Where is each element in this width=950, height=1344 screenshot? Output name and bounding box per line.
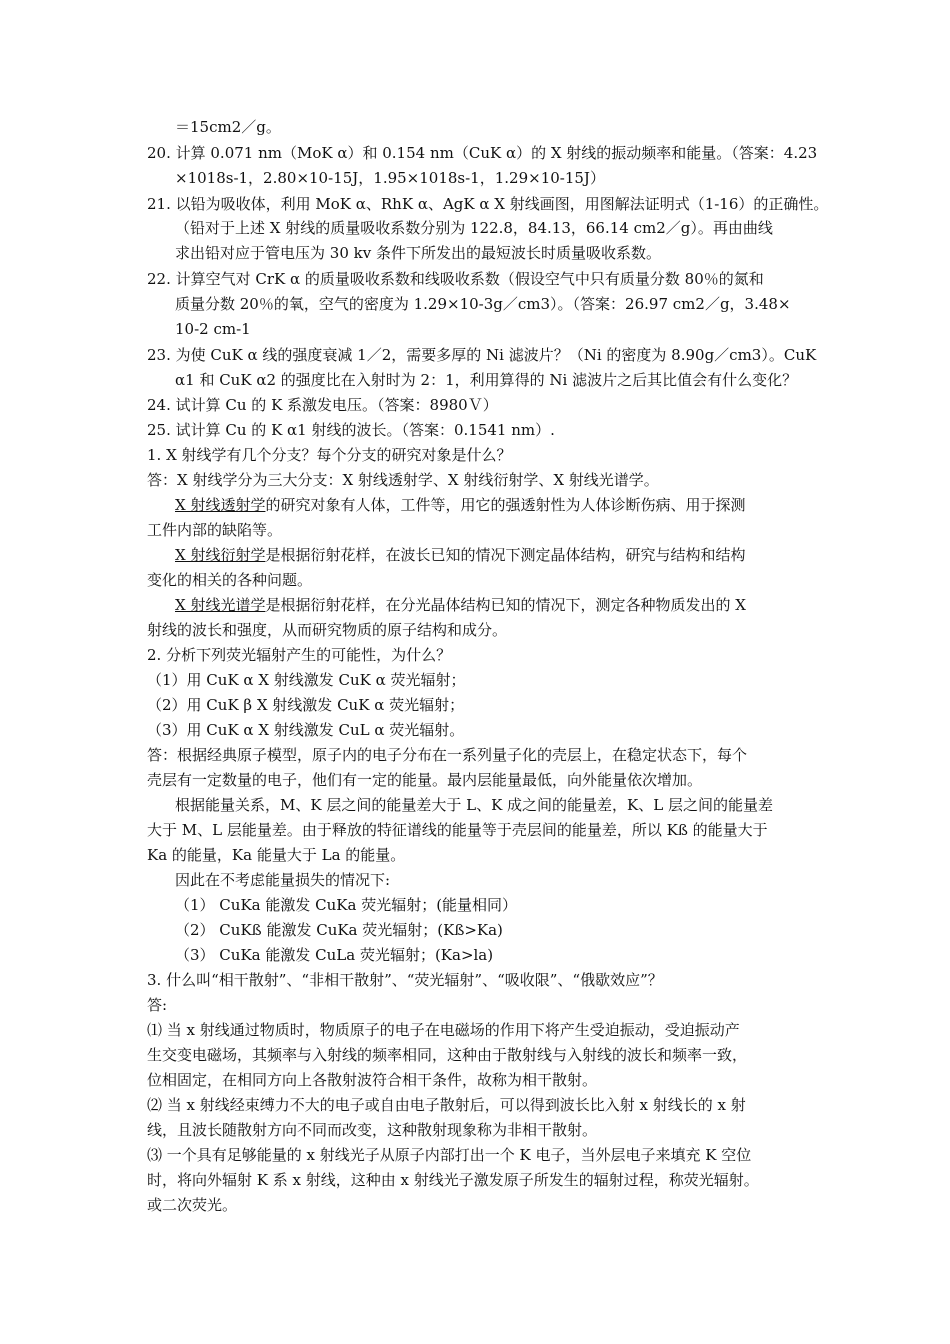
text-line: 变化的相关的各种问题。 (147, 571, 313, 589)
text-line: ＝15cm2／g。 (175, 118, 281, 136)
text-line: （铅对于上述 X 射线的质量吸收系数分别为 122.8，84.13，66.14 cm2／g）。再由曲线 (175, 219, 773, 237)
question-3: 3. 什么叫“相干散射”、“非相干散射”、“荧光辐射”、“吸收限”、“俄歇效应”？ (147, 971, 663, 989)
question-1: 1. X 射线学有几个分支？每个分支的研究对象是什么？ (147, 446, 512, 464)
text-line: 大于 M、L 层能量差。由于释放的特征谱线的能量等于壳层间的能量差，所以 Kß 的能量大于 (147, 821, 768, 839)
term-underlined: X 射线透射学 (175, 496, 266, 514)
question-25: 25. 试计算 Cu 的 K α1 射线的波长。（答案：0.1541 nm）. (147, 421, 555, 439)
text-line: 位相固定，在相同方向上各散射波符合相干条件，故称为相干散射。 (147, 1071, 598, 1089)
text-line: 因此在不考虑能量损失的情况下: (175, 871, 391, 889)
text-line: 10-2 cm-1 (175, 320, 251, 338)
answer-1: 答：X 射线学分为三大分支：X 射线透射学、X 射线衍射学、X 射线光谱学。 (147, 471, 659, 489)
list-item: （3） CuKa 能激发 CuLa 荧光辐射；(Ka>la) (175, 946, 494, 964)
list-item: （1）用 CuK α X 射线激发 CuK α 荧光辐射； (147, 671, 466, 689)
text-line: ⑵ 当 x 射线经束缚力不大的电子或自由电子散射后，可以得到波长比入射 x 射线长的 x 射 (147, 1096, 746, 1114)
list-item: （2）用 CuK β X 射线激发 CuK α 荧光辐射； (147, 696, 465, 714)
text-line: X 射线透射学的研究对象有人体，工件等，用它的强透射性为人体诊断伤病、用于探测 (175, 496, 746, 514)
text-line: 壳层有一定数量的电子，他们有一定的能量。最内层能量最低，向外能量依次增加。 (147, 771, 703, 789)
question-2: 2. 分析下列荧光辐射产生的可能性，为什么？ (147, 646, 452, 664)
text-line: 时，将向外辐射 K 系 x 射线，这种由 x 射线光子激发原子所发生的辐射过程，称荧光辐射。 (147, 1171, 759, 1189)
text-line: 或二次荧光。 (147, 1196, 238, 1214)
list-item: （3）用 CuK α X 射线激发 CuL α 荧光辐射。 (147, 721, 465, 739)
text-line: α1 和 CuK α2 的强度比在入射时为 2：1，利用算得的 Ni 滤波片之后其比值会有什么变化？ (175, 371, 798, 389)
text-line: X 射线光谱学是根据衍射花样，在分光晶体结构已知的情况下，测定各种物质发出的 X (175, 596, 746, 614)
text-line: 射线的波长和强度，从而研究物质的原子结构和成分。 (147, 621, 508, 639)
text-line: ⑶ 一个具有足够能量的 x 射线光子从原子内部打出一个 K 电子，当外层电子来填充 K 空位 (147, 1146, 752, 1164)
text-line: ⑴ 当 x 射线通过物质时，物质原子的电子在电磁场的作用下将产生受迫振动，受迫振动产 (147, 1021, 740, 1039)
answer-3: 答: (147, 996, 168, 1014)
text-line: 工件内部的缺陷等。 (147, 521, 283, 539)
term-underlined: X 射线光谱学 (175, 596, 266, 614)
text-line: X 射线衍射学是根据衍射花样，在波长已知的情况下测定晶体结构，研究与结构和结构 (175, 546, 746, 564)
text-line: 根据能量关系，M、K 层之间的能量差大于 L、K 成之间的能量差，K、L 层之间的能量差 (175, 796, 773, 814)
answer-2: 答：根据经典原子模型，原子内的电子分布在一系列量子化的壳层上，在稳定状态下，每个 (147, 746, 748, 764)
text-line: 生交变电磁场，其频率与入射线的频率相同，这种由于散射线与入射线的波长和频率一致， (147, 1046, 748, 1064)
list-item: （1） CuKa 能激发 CuKa 荧光辐射；(能量相同） (175, 896, 518, 914)
question-24: 24. 试计算 Cu 的 K 系激发电压。（答案：8980Ｖ） (147, 396, 498, 414)
text-line: 线，且波长随散射方向不同而改变，这种散射现象称为非相干散射。 (147, 1121, 598, 1139)
text-line: 求出铅对应于管电压为 30 kv 条件下所发出的最短波长时质量吸收系数。 (175, 244, 661, 262)
question-23: 23. 为使 CuK α 线的强度衰减 1／2，需要多厚的 Ni 滤波片？（Ni 的密度为 8.90g／cm3）。CuK (147, 346, 817, 364)
question-22: 22. 计算空气对 CrK α 的质量吸收系数和线吸收系数（假设空气中只有质量分数 80％的氮和 (147, 270, 764, 288)
list-item: （2） CuKß 能激发 CuKa 荧光辐射；(Kß>Ka) (175, 921, 503, 939)
term-underlined: X 射线衍射学 (175, 546, 266, 564)
text-line: ×1018s-1，2.80×10-15J，1.95×1018s-1，1.29×10-15J） (175, 169, 605, 187)
question-20: 20. 计算 0.071 nm（MoK α）和 0.154 nm（CuK α）的 X 射线的振动频率和能量。（答案：4.23 (147, 144, 818, 162)
text-line: 质量分数 20％的氧，空气的密度为 1.29×10-3g／cm3）。（答案：26.97 cm2／g，3.48× (175, 295, 791, 313)
question-21: 21. 以铅为吸收体，利用 MoK α、RhK α、AgK α X 射线画图，用图解法证明式（1-16）的正确性。 (147, 195, 829, 213)
text-line: Ka 的能量，Ka 能量大于 La 的能量。 (147, 846, 406, 864)
